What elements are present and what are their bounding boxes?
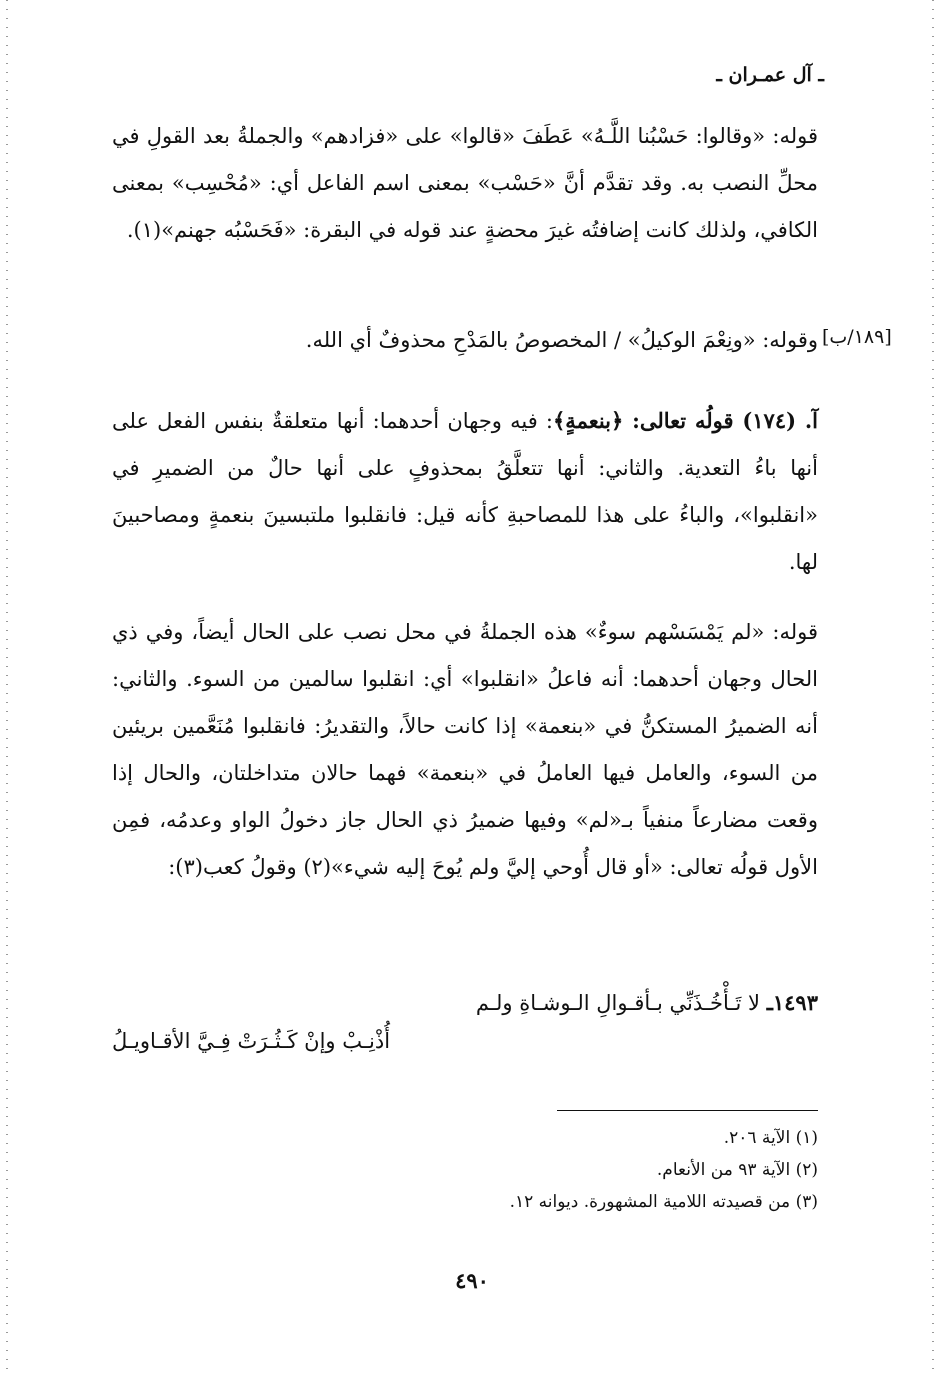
verse-heading: آ. (١٧٤) قولُه تعالى: ﴿بنعمةٍ﴾ (553, 408, 818, 433)
poetry-number: ١٤٩٣ـ (766, 990, 818, 1015)
paragraph-2: وقوله: «ونِعْمَ الوكيلُ» / المخصوصُ بالمَدْحِ محذوفٌ أي الله. (305, 328, 818, 352)
footnote-divider (557, 1110, 818, 1111)
paragraph-3-body: : فيه وجهان أحدهما: أنها متعلقةٌ بنفس الفعل على أنها باءُ التعدية. والثاني: أنها تتعلَّقُ بمحذوفٍ على أنها حالٌ من الضميرِ في «انقلبوا»، والباءُ على هذا للمصاحبةِ كأنه قيل: فانقلبوا ملتبسينَ بنعمةٍ ومصاحبينَ لها. (112, 409, 818, 574)
footnotes (300, 1122, 818, 1218)
poetry-line-1 (112, 984, 818, 1022)
scan-edge-left (6, 0, 8, 1375)
footnote-3: (٣) من قصيدته اللامية المشهورة. ديوانه ١٢. (509, 1192, 818, 1212)
margin-folio-note: [١٨٩/ب] (822, 326, 892, 348)
paragraph-3 (112, 397, 818, 586)
footnote-2: (٢) الآية ٩٣ من الأنعام. (656, 1160, 818, 1180)
poetry-line-2 (112, 1022, 818, 1060)
scan-edge-right (932, 0, 934, 1375)
running-head: ـ آل عمـران ـ (716, 64, 824, 86)
poetry-hemistich-2: أُذْنِـبْ وإنْ كَـثُـرَتْ فِـيَّ الأقـاويـلُ (112, 1029, 391, 1053)
page-number: ٤٩٠ (455, 1268, 489, 1293)
paragraph-4: قوله: «لم يَمْسَسْهم سوءٌ» هذه الجملةُ في محل نصب على الحال أيضاً، وفي ذي الحال وجهان أحدهما: أنه فاعلُ «انقلبوا» أي: انقلبوا سالمين من السوء. والثاني: أنه الضميرُ المستكنُّ في «بنعمة» إذا كانت حالاً، والتقديرُ: فانقلبوا مُنَعَّمين بريئين من السوء، والعامل فيها العاملُ في «بنعمة» فهما حالان متداخلتان، والحال إذا وقعت مضارعاً منفياً بـ«لم» وفيها ضميرُ ذي الحال جاز دخولُ الواو وعدمُه، فمِن الأول قولُه تعالى: «أو قال أُوحي إليَّ ولم يُوحَ إليه شيء»(٢) وقولُ كعب(٣): (112, 620, 818, 879)
paragraph-1: قوله: «وقالوا: حَسْبُنا اللَّـهُ» عَطَفَ «قالوا» على «فزادهم» والجملةُ بعد القولِ في محلِّ النصب به. وقد تقدَّم أنَّ «حَسْب» بمعنى اسم الفاعل أي: «مُحْسِب» بمعنى الكافي، ولذلك كانت إضافتُه غيرَ محضةٍ عند قوله في البقرة: «فَحَسْبُه جهنم»(١). (112, 124, 818, 242)
poetry-hemistich-1: لا تَـأْخُـذَنِّي بـأقـوالِ الـوشـاةِ ولـم (475, 991, 761, 1015)
footnote-1: (١) الآية ٢٠٦. (723, 1128, 818, 1148)
